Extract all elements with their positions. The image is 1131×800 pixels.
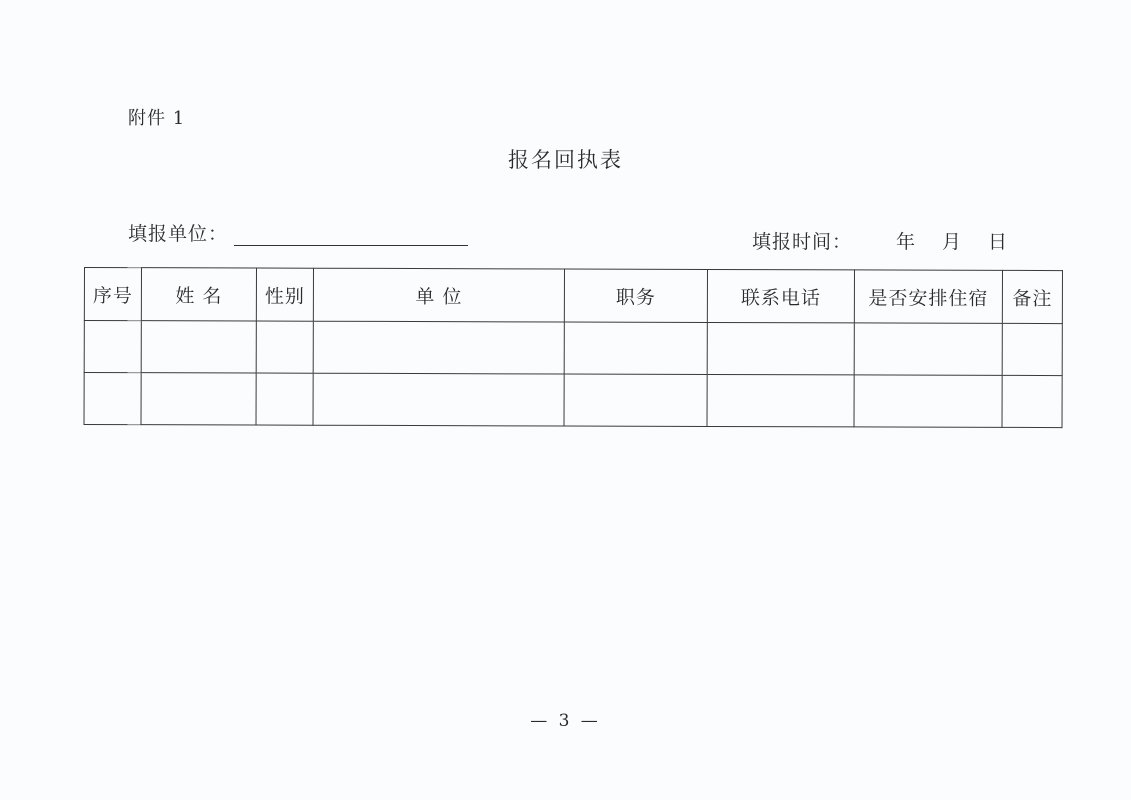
header-name: 姓 名: [141, 268, 256, 321]
fill-unit-label: 填报单位：: [128, 223, 229, 245]
table-cell[interactable]: [564, 322, 707, 374]
header-unit: 单 位: [313, 268, 564, 322]
fill-time-row: [752, 227, 1008, 254]
table-cell[interactable]: [707, 322, 854, 374]
table-cell[interactable]: [707, 374, 854, 426]
table-cell[interactable]: [313, 373, 564, 426]
form-title: 报名回执表: [508, 148, 623, 172]
date-month-label: 月: [942, 231, 963, 253]
table-cell[interactable]: [564, 374, 707, 426]
attachment-label: 附件 1: [128, 108, 186, 129]
header-accommodation: 是否安排住宿: [854, 270, 1002, 323]
table-cell[interactable]: [84, 321, 141, 373]
table-row: [84, 373, 1062, 428]
fill-time-label: 填报时间：: [752, 231, 853, 253]
header-serial: 序号: [84, 268, 141, 321]
registration-table: [84, 267, 1063, 428]
page-number: — 3 —: [530, 711, 601, 731]
fill-unit-blank[interactable]: [234, 223, 468, 246]
table-cell[interactable]: [854, 375, 1002, 427]
header-remarks: 备注: [1002, 270, 1062, 323]
table-cell[interactable]: [1002, 375, 1062, 427]
fill-unit-row: [128, 219, 468, 246]
date-year-label: 年: [896, 231, 917, 253]
table-header-row: [84, 268, 1062, 324]
table-cell[interactable]: [84, 373, 141, 425]
table-cell[interactable]: [141, 321, 256, 373]
header-gender: 性别: [256, 268, 313, 321]
table-row: [84, 321, 1062, 376]
table-cell[interactable]: [141, 373, 256, 425]
header-position: 职务: [564, 269, 707, 322]
table-cell[interactable]: [313, 321, 564, 374]
table-cell[interactable]: [256, 373, 313, 425]
date-day-label: 日: [988, 231, 1009, 253]
header-phone: 联系电话: [707, 269, 854, 322]
table-cell[interactable]: [854, 323, 1002, 375]
table-cell[interactable]: [1002, 323, 1062, 375]
table-cell[interactable]: [256, 321, 313, 373]
